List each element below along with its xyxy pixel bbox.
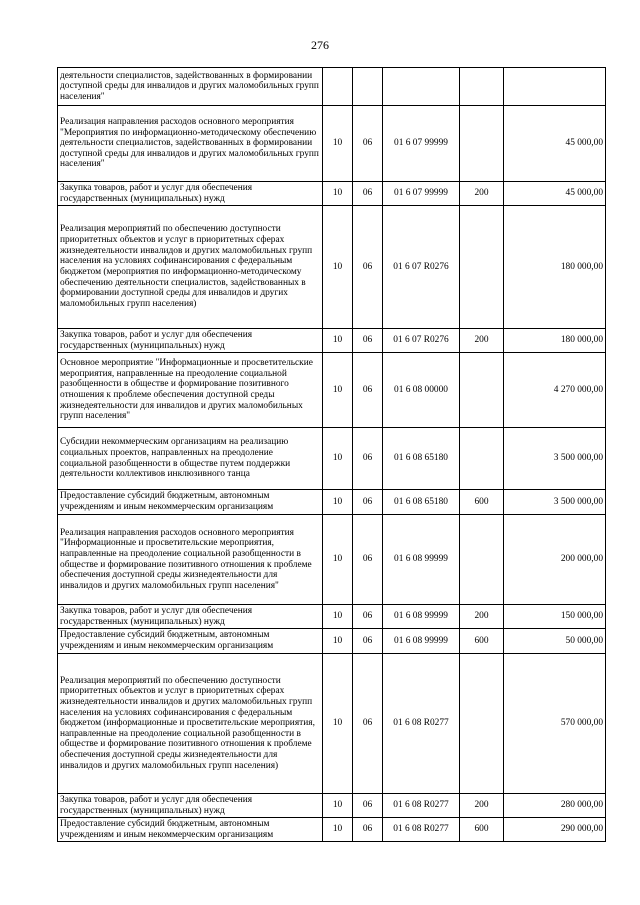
- table-row: [58, 794, 606, 818]
- row-section-cell: 10: [323, 515, 353, 605]
- row-name-cell: Предоставление субсидий бюджетным, автономным учреждениям и иным некоммерческим организациям: [58, 490, 323, 515]
- row-target-cell: 01 6 08 65180: [383, 490, 460, 515]
- row-amount-cell: 4 270 000,00: [504, 353, 606, 428]
- row-expense-type-cell: 200: [460, 329, 504, 353]
- row-target-cell: 01 6 08 R0277: [383, 654, 460, 794]
- row-subsection-cell: 06: [353, 106, 383, 182]
- row-expense-type-cell: [460, 353, 504, 428]
- row-section-cell: 10: [323, 605, 353, 629]
- row-section-cell: [323, 68, 353, 106]
- row-subsection-cell: 06: [353, 206, 383, 329]
- row-name-cell: Реализация мероприятий по обеспечению доступности приоритетных объектов и услуг в приоритетных сферах жизнедеятельности инвалидов и других маломобильных групп населения на условиях софинансирования с федеральным бюджетом (информационные и просветительские мероприятия, направленные на преодоление социальной разобщенности в обществе и формирование позитивного отношения к проблеме обеспечения доступной среды жизнедеятельности для инвалидов и других маломобильных групп населения): [58, 654, 323, 794]
- row-amount-cell: 280 000,00: [504, 794, 606, 818]
- row-expense-type-cell: 600: [460, 490, 504, 515]
- row-section-cell: 10: [323, 428, 353, 490]
- row-name-cell: Реализация направления расходов основного мероприятия "Информационные и просветительские мероприятия, направленные на преодоление социальной разобщенности в обществе и формирование позитивного отношения к проблеме обеспечения доступной среды жизнедеятельности для инвалидов и других маломобильных групп населения": [58, 515, 323, 605]
- table-row: [58, 106, 606, 182]
- table-row: [58, 605, 606, 629]
- table-row: [58, 629, 606, 654]
- row-section-cell: 10: [323, 818, 353, 842]
- row-section-cell: 10: [323, 490, 353, 515]
- row-name-cell: Реализация мероприятий по обеспечению доступности приоритетных объектов и услуг в приоритетных сферах жизнедеятельности инвалидов и других маломобильных групп населения на условиях софинансирования с федеральным бюджетом (мероприятия по информационно-методическому обеспечению деятельности специалистов, задействованных в формировании доступной среды для инвалидов и других маломобильных групп населения): [58, 206, 323, 329]
- row-amount-cell: 45 000,00: [504, 106, 606, 182]
- row-name-cell: Основное мероприятие "Информационные и просветительские мероприятия, направленные на преодоление социальной разобщенности в обществе и формирование позитивного отношения к проблеме обеспечения доступной среды жизнедеятельности для инвалидов и других маломобильных групп населения": [58, 353, 323, 428]
- row-amount-cell: 3 500 000,00: [504, 490, 606, 515]
- row-target-cell: 01 6 07 99999: [383, 182, 460, 206]
- row-target-cell: [383, 68, 460, 106]
- row-target-cell: 01 6 08 99999: [383, 515, 460, 605]
- row-subsection-cell: 06: [353, 353, 383, 428]
- table-row: [58, 182, 606, 206]
- table-row: [58, 818, 606, 842]
- row-amount-cell: 200 000,00: [504, 515, 606, 605]
- row-section-cell: 10: [323, 329, 353, 353]
- row-subsection-cell: 06: [353, 182, 383, 206]
- row-amount-cell: 570 000,00: [504, 654, 606, 794]
- row-name-cell: Закупка товаров, работ и услуг для обеспечения государственных (муниципальных) нужд: [58, 182, 323, 206]
- row-section-cell: 10: [323, 794, 353, 818]
- table-row: [58, 654, 606, 794]
- row-expense-type-cell: 600: [460, 629, 504, 654]
- row-amount-cell: 180 000,00: [504, 329, 606, 353]
- table-row: [58, 329, 606, 353]
- row-amount-cell: [504, 68, 606, 106]
- row-target-cell: 01 6 07 99999: [383, 106, 460, 182]
- row-target-cell: 01 6 08 00000: [383, 353, 460, 428]
- row-subsection-cell: [353, 68, 383, 106]
- row-subsection-cell: 06: [353, 629, 383, 654]
- budget-table-body: [58, 68, 606, 842]
- row-section-cell: 10: [323, 353, 353, 428]
- row-section-cell: 10: [323, 206, 353, 329]
- table-row: [58, 515, 606, 605]
- row-name-cell: Закупка товаров, работ и услуг для обеспечения государственных (муниципальных) нужд: [58, 794, 323, 818]
- row-name-cell: Закупка товаров, работ и услуг для обеспечения государственных (муниципальных) нужд: [58, 605, 323, 629]
- row-subsection-cell: 06: [353, 329, 383, 353]
- row-expense-type-cell: [460, 515, 504, 605]
- row-subsection-cell: 06: [353, 818, 383, 842]
- row-expense-type-cell: [460, 654, 504, 794]
- table-row: [58, 68, 606, 106]
- table-row: [58, 428, 606, 490]
- row-target-cell: 01 6 08 R0277: [383, 818, 460, 842]
- row-target-cell: 01 6 08 65180: [383, 428, 460, 490]
- row-target-cell: 01 6 08 99999: [383, 605, 460, 629]
- row-subsection-cell: 06: [353, 605, 383, 629]
- row-target-cell: 01 6 08 R0277: [383, 794, 460, 818]
- row-name-cell: Субсидии некоммерческим организациям на реализацию социальных проектов, направленных на преодоление социальной разобщенности в обществе путем поддержки деятельности коллективов инклюзивного танца: [58, 428, 323, 490]
- row-expense-type-cell: 200: [460, 605, 504, 629]
- row-subsection-cell: 06: [353, 515, 383, 605]
- row-name-cell: Закупка товаров, работ и услуг для обеспечения государственных (муниципальных) нужд: [58, 329, 323, 353]
- table-row: [58, 206, 606, 329]
- page-number: 276: [311, 38, 329, 52]
- row-subsection-cell: 06: [353, 794, 383, 818]
- row-name-cell: Реализация направления расходов основного мероприятия "Мероприятия по информационно-методическому обеспечению деятельности специалистов, задействованных в формировании доступной среды для инвалидов и других маломобильных групп населения": [58, 106, 323, 182]
- table-row: [58, 353, 606, 428]
- row-expense-type-cell: [460, 106, 504, 182]
- budget-table: [57, 67, 606, 842]
- row-target-cell: 01 6 07 R0276: [383, 329, 460, 353]
- row-amount-cell: 150 000,00: [504, 605, 606, 629]
- row-target-cell: 01 6 07 R0276: [383, 206, 460, 329]
- row-expense-type-cell: 200: [460, 182, 504, 206]
- row-expense-type-cell: [460, 68, 504, 106]
- row-name-cell: деятельности специалистов, задействованных в формировании доступной среды для инвалидов и других маломобильных групп населения": [58, 68, 323, 106]
- row-name-cell: Предоставление субсидий бюджетным, автономным учреждениям и иным некоммерческим организациям: [58, 818, 323, 842]
- row-amount-cell: 290 000,00: [504, 818, 606, 842]
- row-expense-type-cell: 200: [460, 794, 504, 818]
- row-section-cell: 10: [323, 106, 353, 182]
- row-amount-cell: 3 500 000,00: [504, 428, 606, 490]
- row-amount-cell: 50 000,00: [504, 629, 606, 654]
- row-name-cell: Предоставление субсидий бюджетным, автономным учреждениям и иным некоммерческим организациям: [58, 629, 323, 654]
- row-section-cell: 10: [323, 182, 353, 206]
- row-expense-type-cell: 600: [460, 818, 504, 842]
- row-amount-cell: 45 000,00: [504, 182, 606, 206]
- row-section-cell: 10: [323, 654, 353, 794]
- row-subsection-cell: 06: [353, 654, 383, 794]
- row-section-cell: 10: [323, 629, 353, 654]
- row-subsection-cell: 06: [353, 428, 383, 490]
- row-amount-cell: 180 000,00: [504, 206, 606, 329]
- row-expense-type-cell: [460, 428, 504, 490]
- row-subsection-cell: 06: [353, 490, 383, 515]
- row-expense-type-cell: [460, 206, 504, 329]
- table-row: [58, 490, 606, 515]
- row-target-cell: 01 6 08 99999: [383, 629, 460, 654]
